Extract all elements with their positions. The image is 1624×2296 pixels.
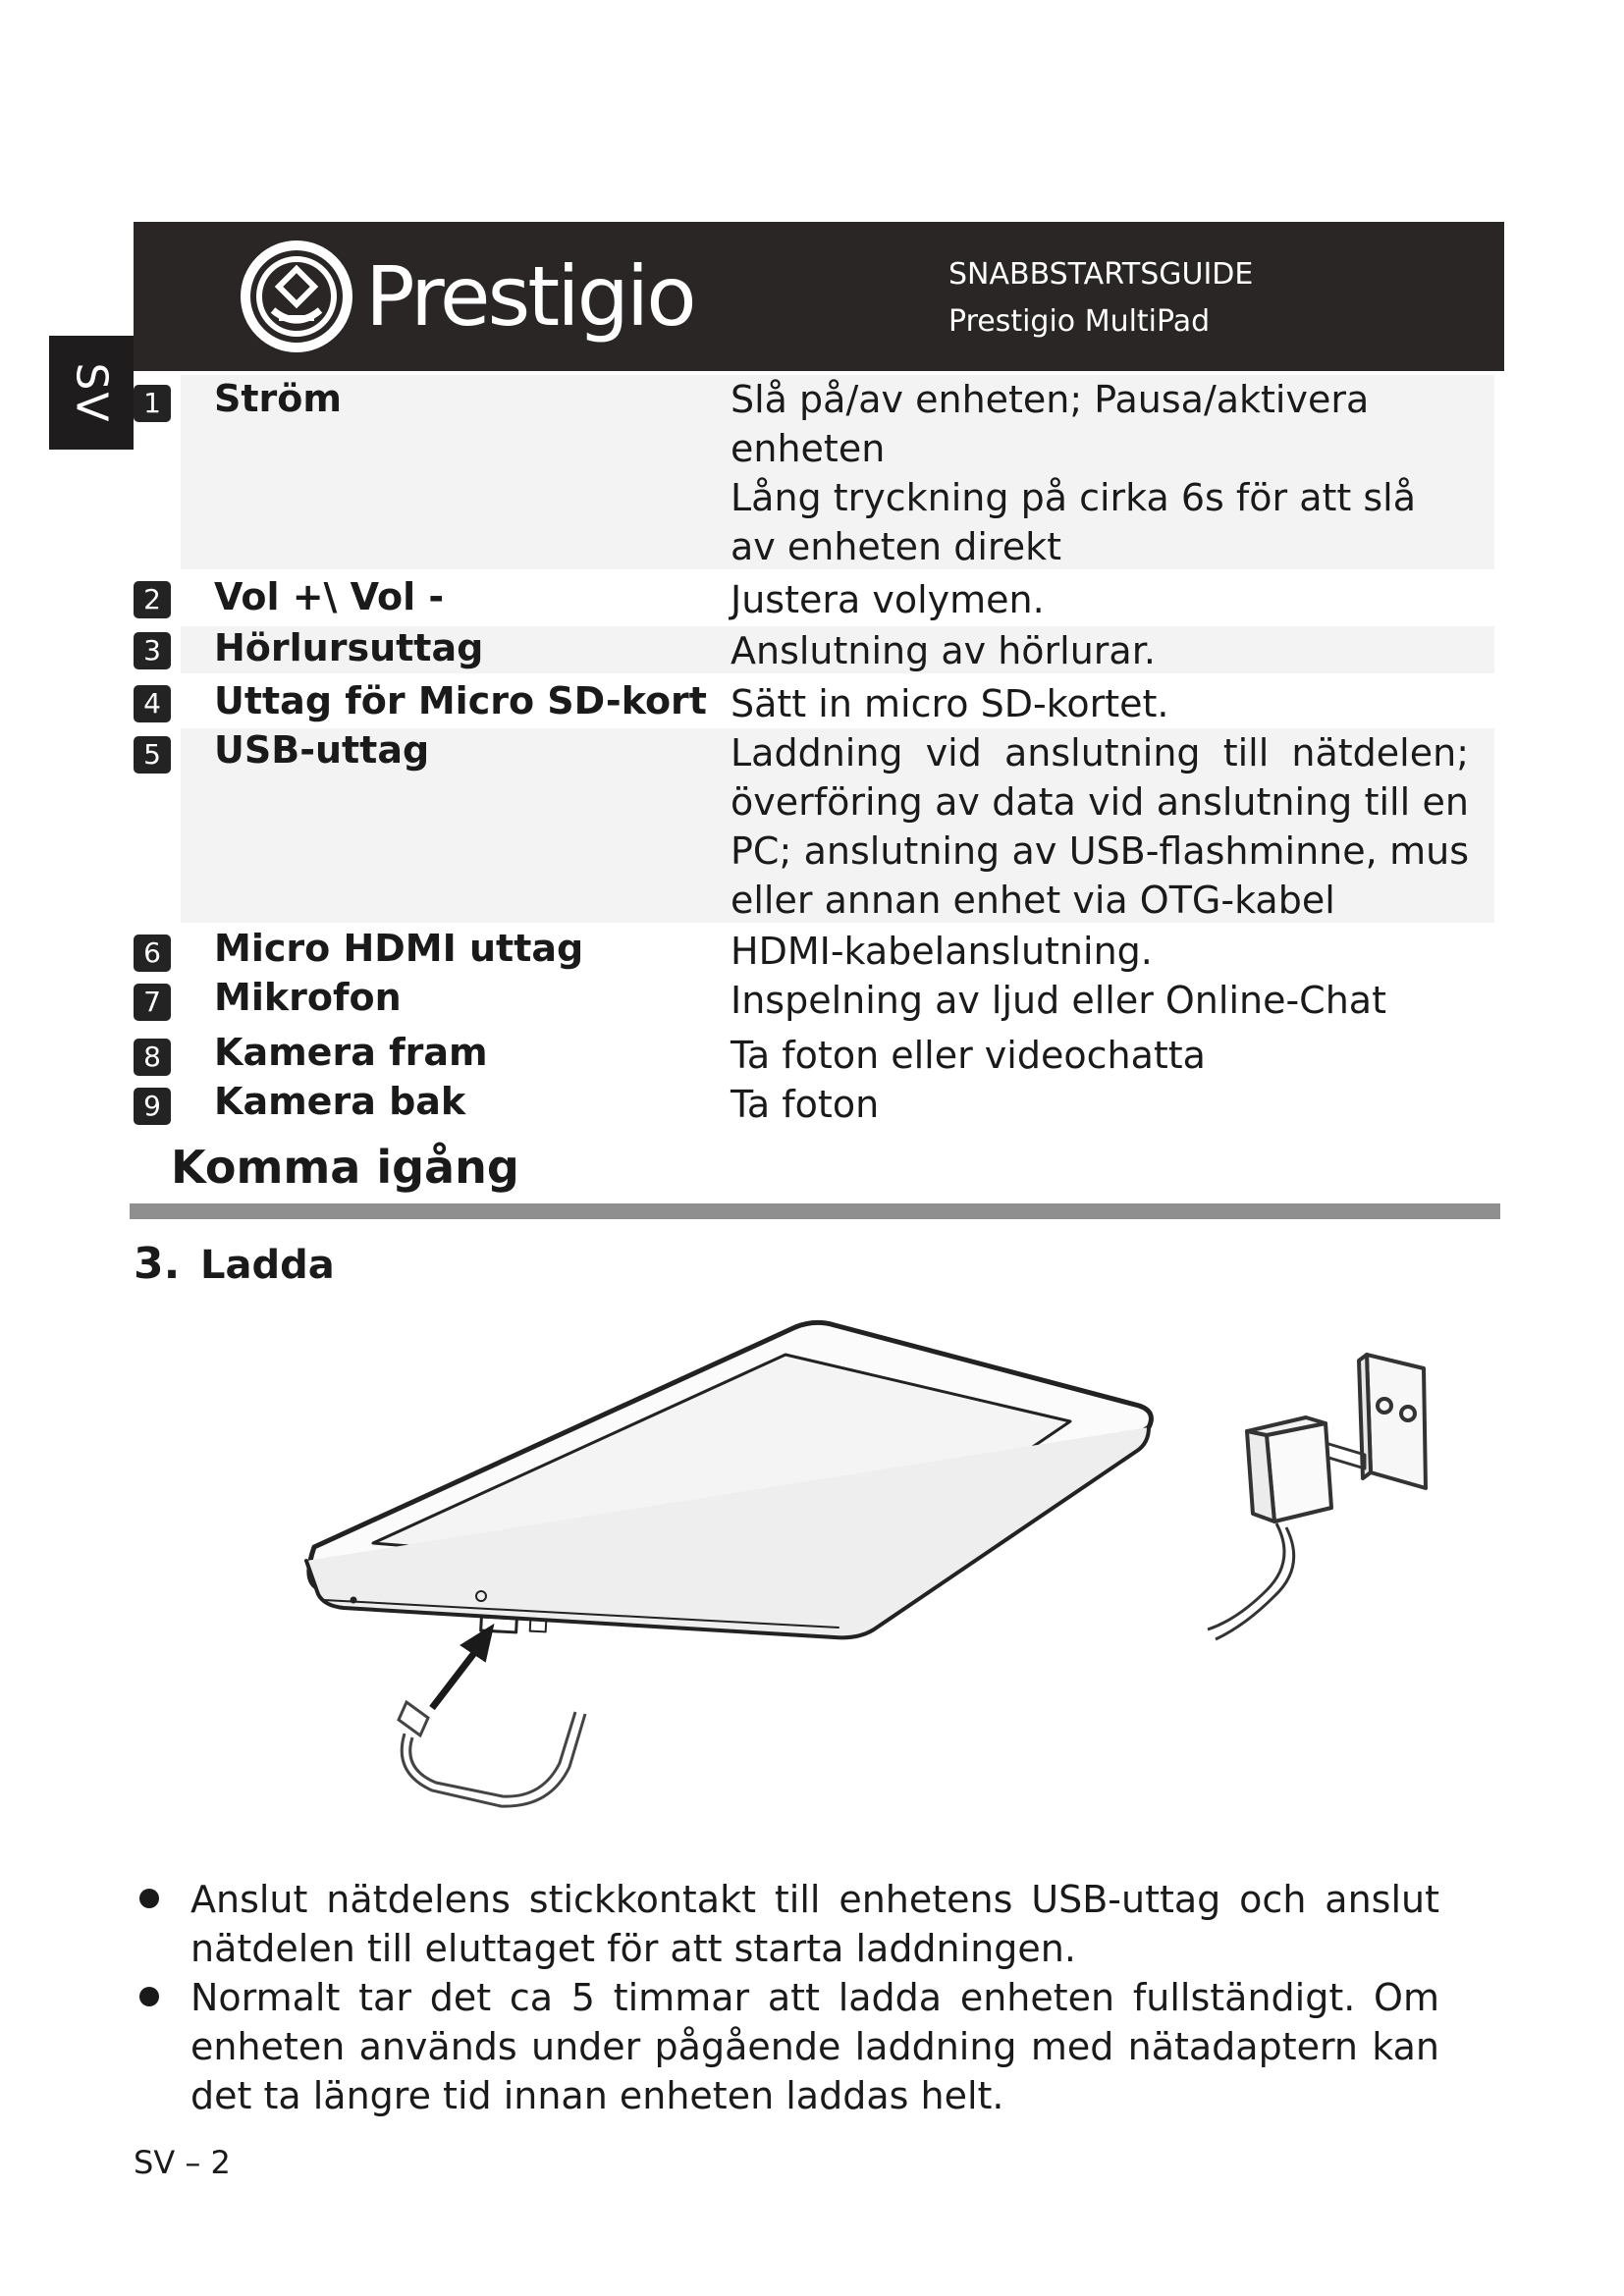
feature-description: Ta foton xyxy=(731,1083,880,1126)
feature-name: Vol +\ Vol - xyxy=(214,575,445,618)
feature-name: Ström xyxy=(214,377,342,420)
page-number: SV – 2 xyxy=(134,2144,231,2181)
table-row xyxy=(0,728,1624,923)
row-number: 8 xyxy=(134,1039,171,1076)
description-line: Slå på/av enheten; Pausa/aktivera enheten xyxy=(731,378,1370,470)
prestigio-logo xyxy=(240,238,694,355)
list-item xyxy=(134,1875,1439,1973)
feature-name: Uttag för Micro SD-kort xyxy=(214,679,707,722)
subsection-title: Ladda xyxy=(200,1243,335,1288)
row-number: 4 xyxy=(134,685,171,722)
feature-name: Kamera fram xyxy=(214,1031,488,1074)
guide-title: SNABBSTARTSGUIDE xyxy=(948,257,1254,292)
feature-description: Inspelning av ljud eller Online-Chat xyxy=(731,979,1386,1022)
table-row xyxy=(0,375,1624,569)
bullet-icon xyxy=(139,1889,159,1908)
section-divider xyxy=(130,1203,1500,1219)
feature-name: Micro HDMI uttag xyxy=(214,927,584,970)
feature-name: USB-uttag xyxy=(214,728,430,772)
brand-name: Prestigio xyxy=(365,248,694,345)
tablet-drawing xyxy=(306,1322,1151,1637)
feature-description: Anslutning av hörlurar. xyxy=(731,629,1156,672)
table-row xyxy=(0,976,1624,1023)
table-row xyxy=(0,679,1624,726)
row-number: 2 xyxy=(134,581,171,618)
power-adapter-drawing xyxy=(1208,1355,1426,1639)
table-row xyxy=(0,1031,1624,1078)
feature-name: Kamera bak xyxy=(214,1080,466,1123)
feature-description xyxy=(731,375,1469,571)
row-number: 7 xyxy=(134,984,171,1021)
section-title: Komma igång xyxy=(171,1141,519,1194)
product-name: Prestigio MultiPad xyxy=(948,304,1211,339)
row-number: 6 xyxy=(134,934,171,972)
row-number: 9 xyxy=(134,1088,171,1125)
list-item-text: Normalt tar det ca 5 timmar att ladda enheten fullständigt. Om enheten används under pågående laddning med nätadaptern kan det ta längre tid innan enheten laddas helt. xyxy=(190,1976,1439,2117)
feature-name: Hörlursuttag xyxy=(214,626,484,669)
list-item-text: Anslut nätdelens stickkontakt till enhetens USB-uttag och anslut nätdelen till eluttaget för att starta laddningen. xyxy=(190,1878,1439,1970)
table-row xyxy=(0,626,1624,673)
feature-description: Laddning vid anslutning till nätdelen; överföring av data vid anslutning till en PC; anslutning av USB-flashminne, mus eller annan enhet via OTG-kabel xyxy=(731,731,1469,922)
instruction-list xyxy=(134,1875,1439,2120)
subsection-number: 3. xyxy=(134,1239,181,1289)
feature-name: Mikrofon xyxy=(214,976,402,1019)
table-row xyxy=(0,927,1624,974)
list-item xyxy=(134,1973,1439,2120)
row-number: 5 xyxy=(134,736,171,774)
table-row xyxy=(0,575,1624,622)
header-info xyxy=(948,251,1253,346)
feature-description: Justera volymen. xyxy=(731,578,1045,621)
feature-description: Ta foton eller videochatta xyxy=(731,1034,1206,1077)
description-line: Lång tryckning på cirka 6s för att slå av enheten direkt xyxy=(731,476,1417,568)
row-number: 3 xyxy=(134,632,171,669)
header-bar xyxy=(134,222,1504,371)
charging-illustration xyxy=(285,1306,1463,1855)
feature-description: HDMI-kabelanslutning. xyxy=(731,930,1153,973)
feature-description: Sätt in micro SD-kortet. xyxy=(731,682,1169,725)
prestigio-emblem-icon xyxy=(240,240,353,353)
bullet-icon xyxy=(139,1987,159,2006)
row-number: 1 xyxy=(134,385,171,422)
table-row xyxy=(0,1080,1624,1127)
language-code: SV xyxy=(66,361,117,424)
usb-cable-drawing xyxy=(399,1702,585,1806)
arrow-icon xyxy=(432,1626,493,1708)
